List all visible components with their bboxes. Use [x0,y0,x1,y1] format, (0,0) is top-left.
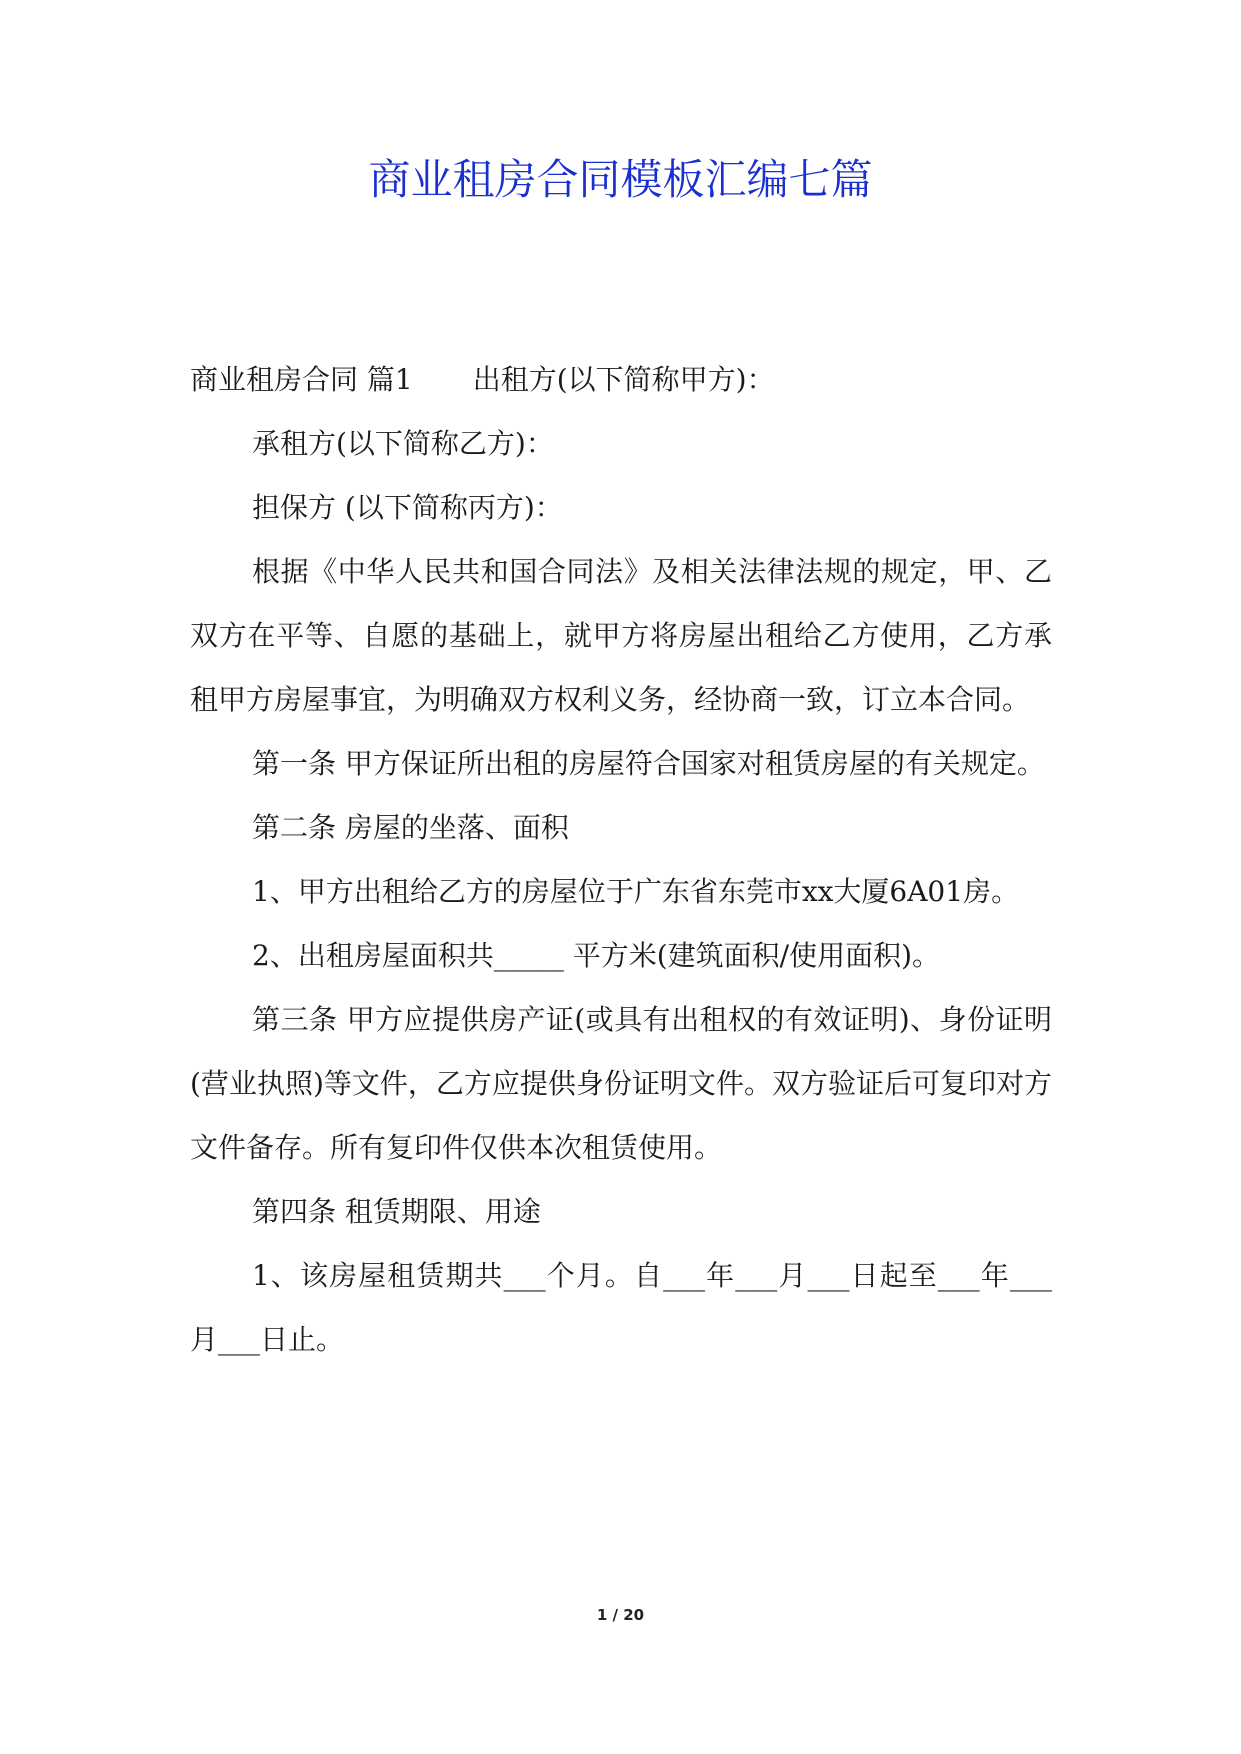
paragraph-article-2: 第二条 房屋的坐落、面积 [252,811,569,844]
document-body [190,348,1052,1372]
first-line [190,348,1052,412]
section-heading: 商业租房合同 篇1 [190,363,413,396]
paragraph-guarantor: 担保方 (以下简称丙方)： [252,491,563,524]
document-title: 商业租房合同模板汇编七篇 [368,155,873,204]
paragraph-preamble: 根据《中华人民共和国合同法》及相关法律法规的规定，甲、乙双方在平等、自愿的基础上，就甲方将房屋出租给乙方使用，乙方承租甲方房屋事宜，为明确双方权利义务，经协商一致，订立本合同。 [190,555,1052,716]
paragraph-article-1: 第一条 甲方保证所出租的房屋符合国家对租赁房屋的有关规定。 [252,747,1045,780]
paragraph-article-4-item-1: 1、该房屋租赁期共___个月。自___年___月___日起至___年___月___日止。 [190,1259,1052,1356]
paragraph-lessee: 承租方(以下简称乙方)： [252,427,554,460]
paragraph-lessor: 出租方(以下简称甲方)： [472,363,775,396]
page-number: 1 / 20 [596,1606,645,1624]
paragraph-article-2-item-1: 1、甲方出租给乙方的房屋位于广东省东莞市xx大厦6A01房。 [252,875,1020,908]
paragraph-article-2-item-2: 2、出租房屋面积共_____ 平方米(建筑面积/使用面积)。 [252,939,940,972]
paragraph-article-4: 第四条 租赁期限、用途 [252,1195,541,1228]
paragraph-article-3: 第三条 甲方应提供房产证(或具有出租权的有效证明)、身份证明(营业执照)等文件，乙方应提供身份证明文件。双方验证后可复印对方文件备存。所有复印件仅供本次租赁使用。 [190,1003,1052,1164]
